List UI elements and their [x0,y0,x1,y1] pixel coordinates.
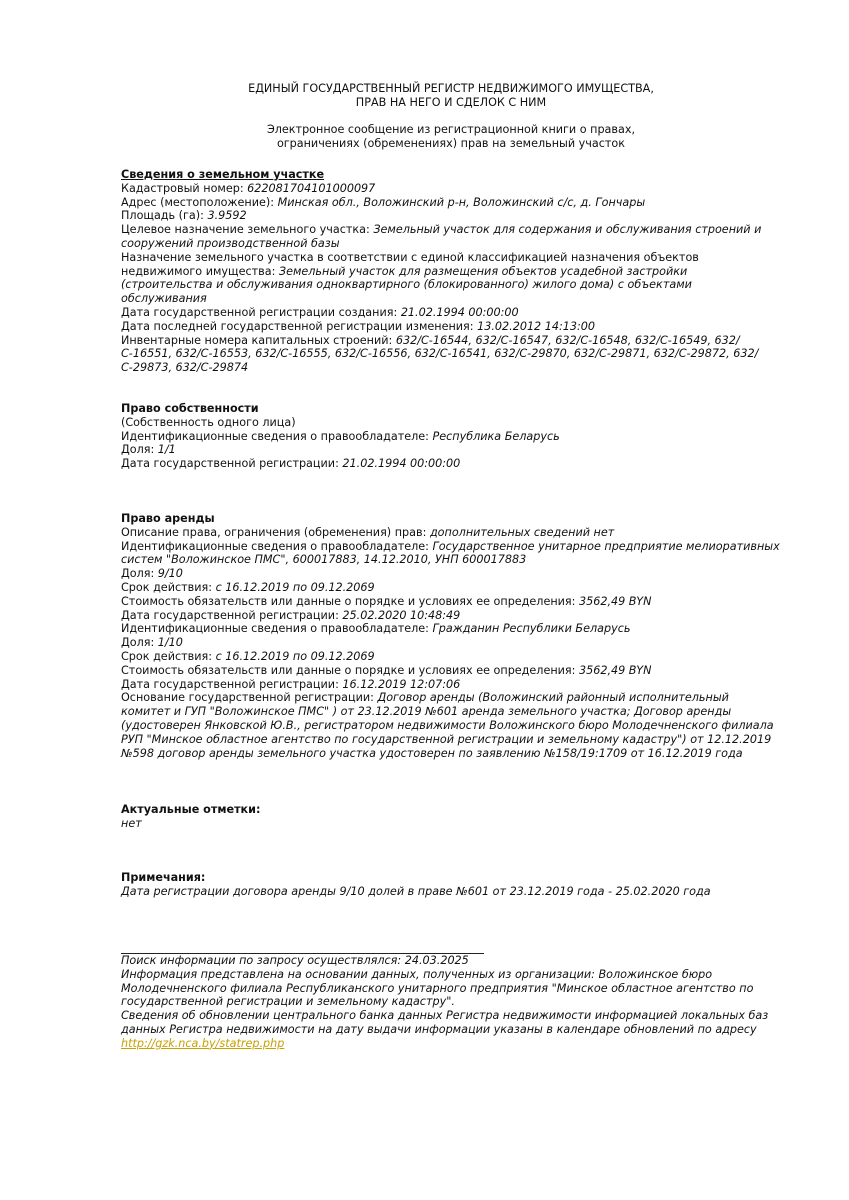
ownership-kind: (Собственность одного лица) [121,415,296,429]
field-share: Доля: 9/10 [121,567,183,581]
marks-section [121,803,781,831]
field-description: Описание права, ограничения (обременения) прав: дополнительных сведений нет [121,525,615,539]
field-area: Площадь (га): 3.9592 [121,209,247,223]
field-cost: Стоимость обязательств или данные о порядке и условиях ее определения: 3562,49 BYN [121,594,652,608]
header-line: Электронное сообщение из регистрационной книги о правах, [266,123,636,136]
notes-value: Дата регистрации договора аренды 9/10 долей в праве №601 от 23.12.2019 года - 25.02.2020 года [121,884,711,898]
section-title: Актуальные отметки: [121,803,261,816]
section-title: Право собственности [121,402,259,415]
header-line: ПРАВ НА НЕГО И СДЕЛОК С НИМ [355,95,547,109]
field-changed: Дата последней государственной регистрации изменения: 13.02.2012 14:13:00 [121,319,595,333]
marks-value: нет [121,816,142,830]
land-section [121,168,781,375]
section-title: Сведения о земельном участке [121,168,325,181]
field-cost: Стоимость обязательств или данные о порядке и условиях ее определения: 3562,49 BYN [121,663,652,677]
field-share: Доля: 1/1 [121,443,176,457]
header-line: ЕДИНЫЙ ГОСУДАРСТВЕННЫЙ РЕГИСТР НЕДВИЖИМОГО ИМУЩЕСТВА, [248,82,654,95]
header-line: ограничениях (обременениях) прав на земельный участок [276,136,626,150]
lease-section [121,512,781,760]
ownership-section [121,402,781,471]
field-basis: Основание государственной регистрации: Договор аренды (Воложинский районный исполнительный комитет и ГУП "Воложинское ПМС" ) от 23.12.2019 №601 аренда земельного участка; Договор аренды (удостоверен Янковской Ю.В., регистратором недвижимости Воложинского бюро Молодечненского филиала РУП "Минское областное агентство по государственной регистрации и земельному кадастру") от 12.12.2019 №598 договор аренды земельного участка удостоверен по заявлению №158/19:1709 от 16.12.2019 года [121,691,774,760]
field-date: Дата государственной регистрации: 25.02.2020 10:48:49 [121,608,461,622]
field-address: Адрес (местоположение): Минская обл., Воложинский р-н, Воложинский с/с, д. Гончары [121,195,646,209]
field-date: Дата государственной регистрации: 16.12.2019 12:07:06 [121,677,461,691]
notes-section [121,871,781,899]
field-classification: Назначение земельного участка в соответствии с единой классификацией назначения объектов недвижимого имущества: Земельный участок для размещения объектов усадебной застройки (строительства и обслуживания одноквартирного (блокированного) жилого дома) с объектами обслуживания [121,250,699,306]
field-cadastral: Кадастровый номер: 622081704101000097 [121,181,376,195]
section-title: Примечания: [121,871,206,884]
statrep-link[interactable]: http://gzk.nca.by/statrep.php [121,1036,285,1050]
document-subheader [121,123,781,151]
footer-update: Сведения об обновлении центрального банка данных Регистра недвижимости информацией локальных баз данных Регистра недвижимости на дату выдачи информации указаны в календаре обновлений по адресу [121,1009,769,1036]
section-title: Право аренды [121,512,215,525]
field-date: Дата государственной регистрации: 21.02.1994 00:00:00 [121,457,461,471]
field-term: Срок действия: с 16.12.2019 по 09.12.2069 [121,580,375,594]
footer-source: Информация представлена на основании данных, полученных из организации: Воложинское бюро Молодечненского филиала Республиканского унитарного предприятия "Минское областное агентство по государственной регистрации и земельному кадастру". [121,967,754,1009]
field-holder: Идентификационные сведения о правообладателе: Республика Беларусь [121,429,560,443]
field-share: Доля: 1/10 [121,636,183,650]
field-holder: Идентификационные сведения о правообладателе: Государственное унитарное предприятие мелиоративных систем "Воложинское ПМС", 600017883, 14.12.2010, УНП 600017883 [121,539,780,567]
document-header [121,82,781,110]
field-created: Дата государственной регистрации создания: 21.02.1994 00:00:00 [121,305,519,319]
field-purpose: Целевое назначение земельного участка: Земельный участок для содержания и обслуживания строений и сооружений производственной базы [121,223,762,250]
field-term: Срок действия: с 16.12.2019 по 09.12.2069 [121,649,375,663]
field-holder: Идентификационные сведения о правообладателе: Гражданин Республики Беларусь [121,622,631,636]
footer-search: Поиск информации по запросу осуществлялся: 24.03.2025 [121,954,469,967]
footer-section [121,954,781,1051]
field-inventory: Инвентарные номера капитальных строений: 632/С-16544, 632/С-16547, 632/С-16548, 632/С-16549, 632/С-16551, 632/С-16553, 632/С-16555, 632/С-16556, 632/С-16541, 632/С-29870, 632/С-29871, 632/С-29872, 632/С-29873, 632/С-29874 [121,333,759,375]
